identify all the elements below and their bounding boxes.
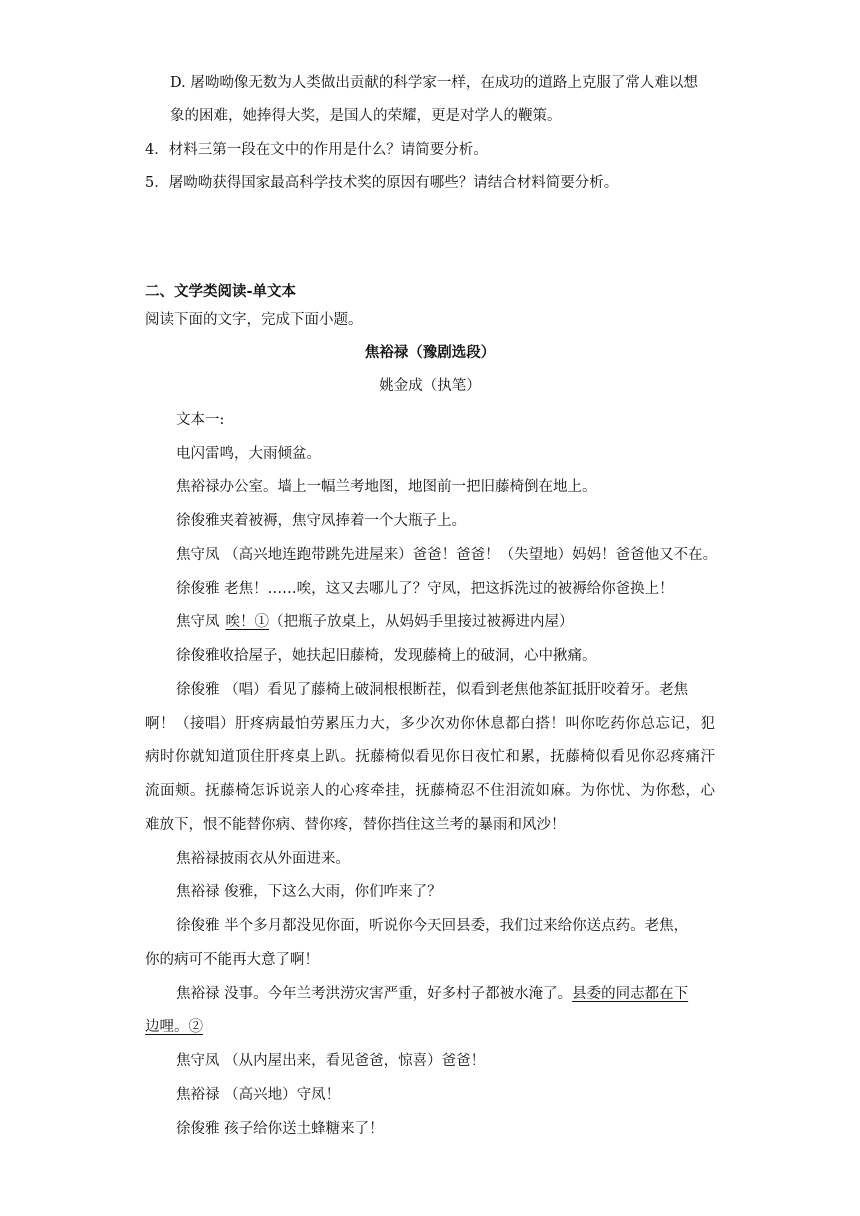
section-heading: 二、文学类阅读-单文本 xyxy=(145,284,297,300)
stage-direction-1: 电闪雷鸣，大雨倾盆。 xyxy=(176,446,321,462)
dialogue-line-5-cont: 你的病可不能再大意了啊！ xyxy=(145,952,319,968)
underlined-marker-2b: 边哩。② xyxy=(145,1019,203,1035)
stage-direction-4: 徐俊雅收拾屋子，她扶起旧藤椅，发现藤椅上的破洞，心中揪痛。 xyxy=(176,648,597,664)
section-instruction: 阅读下面的文字，完成下面小题。 xyxy=(145,312,363,328)
dialogue-line-6 xyxy=(176,983,688,1005)
song-line-4: 流面颊。抚藤椅怎诉说亲人的心疼牵挂，抚藤椅忍不住泪流如麻。为你忧、为你愁，心 xyxy=(145,783,715,799)
dialogue-line-7: 焦守凤 （从内屋出来，看见爸爸，惊喜）爸爸！ xyxy=(176,1053,486,1069)
question-4: 4．材料三第一段在文中的作用是什么？请简要分析。 xyxy=(145,142,488,158)
play-title: 焦裕禄（豫剧选段） xyxy=(364,345,496,361)
play-author: 姚金成（执笔） xyxy=(379,378,481,394)
speaker-name: 焦守凤 xyxy=(176,614,220,630)
song-line-3: 病时你就知道顶住肝疼桌上趴。抚藤椅似看见你日夜忙和累，抚藤椅似看见你忍疼痛汗 xyxy=(145,749,715,765)
question-5: 5．屠呦呦获得国家最高科学技术奖的原因有哪些？请结合材料简要分析。 xyxy=(145,175,619,191)
dialogue-line-1: 焦守凤 （高兴地连跑带跳先进屋来）爸爸！爸爸！（失望地）妈妈！爸爸他又不在。 xyxy=(176,547,718,563)
stage-note: （把瓶子放桌上，从妈妈手里接过被褥进内屋） xyxy=(269,614,574,630)
stage-direction-2: 焦裕禄办公室。墙上一幅兰考地图，地图前一把旧藤椅倒在地上。 xyxy=(176,479,597,495)
song-line-5: 难放下，恨不能替你病、替你疼，替你挡住这兰考的暴雨和风沙！ xyxy=(145,817,566,833)
stage-direction-5: 焦裕禄披雨衣从外面进来。 xyxy=(176,851,350,867)
stage-direction-3: 徐俊雅夹着被褥，焦守凤捧着一个大瓶子上。 xyxy=(176,513,466,529)
option-d-line1: D. 屠呦呦像无数为人类做出贡献的科学家一样，在成功的道路上克服了常人难以想 xyxy=(170,75,698,91)
dialogue-line-4: 焦裕禄 俊雅，下这么大雨，你们咋来了？ xyxy=(176,884,442,900)
text-label: 文本一: xyxy=(176,412,225,428)
song-line-2: 啊！（接唱）肝疼病最怕劳累压力大，多少次劝你休息都白搭！叫你吃药你总忘记，犯 xyxy=(145,716,715,732)
dialogue-line-9: 徐俊雅 孩子给你送土蜂糖来了！ xyxy=(176,1121,384,1137)
underlined-marker-2a: 县委的同志都在下 xyxy=(572,986,689,1002)
dialogue-line-5: 徐俊雅 半个多月都没见你面，听说你今天回县委，我们过来给你送点药。老焦， xyxy=(176,918,689,934)
dialogue-line-6-cont xyxy=(145,1016,203,1038)
song-line-1: 徐俊雅 （唱）看见了藤椅上破洞根根断茬，似看到老焦他茶缸抵肝咬着牙。老焦 xyxy=(176,682,689,698)
dialogue-line-2: 徐俊雅 老焦！……唉，这又去哪儿了？守凤，把这拆洗过的被褥给你爸换上！ xyxy=(176,581,674,597)
dialogue-line-3 xyxy=(176,611,574,633)
dialogue-line-8: 焦裕禄 （高兴地）守凤！ xyxy=(176,1087,341,1103)
dialogue-text: 焦裕禄 没事。今年兰考洪涝灾害严重，好多村子都被水淹了。 xyxy=(176,986,573,1002)
underlined-marker-1: 唉！① xyxy=(225,614,269,630)
option-d-line2: 象的困难，她捧得大奖，是国人的荣耀，更是对学人的鞭策。 xyxy=(170,108,562,124)
